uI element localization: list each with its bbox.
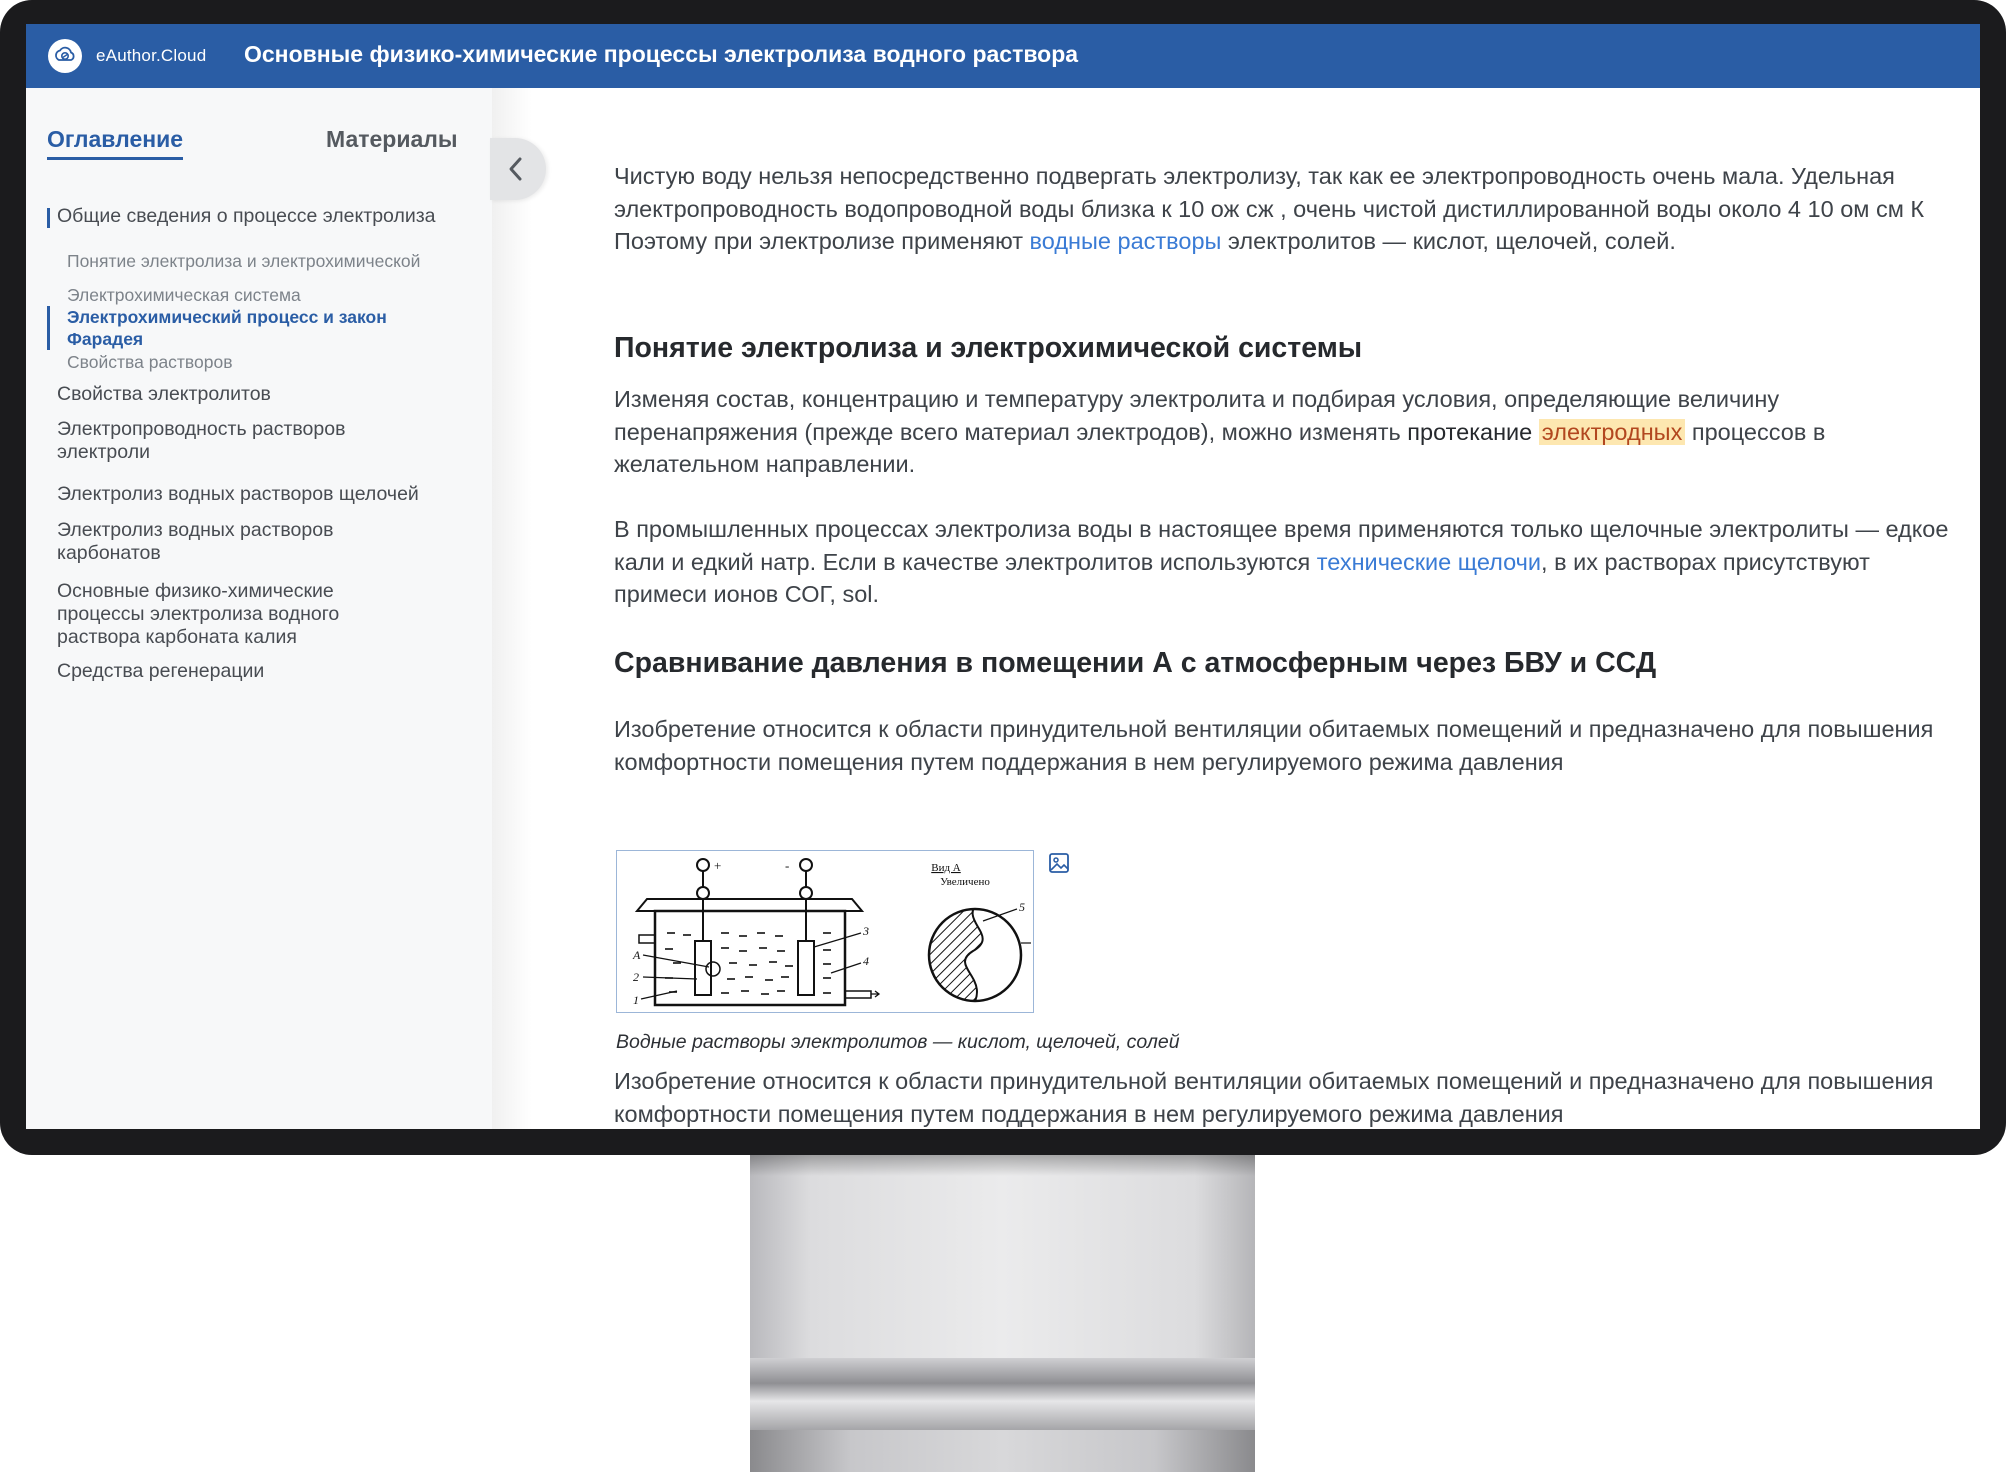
figure-caption: Водные растворы электролитов — кислот, щелочей, солей: [616, 1031, 1180, 1053]
paragraph-text: Изменяя состав, концентрацию и температуру электролита и подбирая условия, определяющие величину перенапряжения (прежде всего материал электродов), можно изменять: [614, 386, 1780, 445]
paragraph: Изобретение относится к области принудительной вентиляции обитаемых помещений и предназначено для повышения комфортности помещения путем поддержания в нем регулируемого режима давления: [614, 1068, 1934, 1127]
terminal-minus-label: -: [785, 858, 790, 873]
paragraph-text: Чистую воду нельзя непосредственно подвергать электролизу, так как ее электропроводность очень мала. Удельная электропроводность водопроводной воды близка к 10 ож сж , очень чистой дистиллированной воды около 4 10 ом см К Поэтому при электролизе применяют: [614, 163, 1925, 254]
highlighted-term[interactable]: электродных: [1539, 419, 1686, 445]
paragraph-text: В промышленных процессах электролиза воды в настоящее время применяются только щелочные электролиты — едкое кали и едкий натр. Если в качестве электролитов используются: [614, 516, 1949, 575]
tab-contents[interactable]: Оглавление: [47, 126, 183, 160]
label-5: 5: [1019, 900, 1025, 914]
toc-item-conductivity[interactable]: Электропроводность растворов электроли: [57, 418, 346, 463]
link-technical-alkali[interactable]: технические щелочи: [1316, 548, 1542, 575]
paragraph-text: протекание: [1407, 418, 1533, 445]
paragraph-text: электролитов — кислот, щелочей, солей.: [1221, 228, 1676, 254]
sidebar-shadow: [492, 88, 532, 1129]
toc-item-alkali-electrolysis[interactable]: Электролиз водных растворов щелочей: [57, 483, 419, 505]
paragraph-text: процессов в желательном направлении.: [614, 418, 1826, 477]
section-heading: Сравнивание давления в помещении А с атмосферным через БВУ и ССД: [614, 647, 1657, 679]
toc-subitem-electrolysis-concept[interactable]: Понятие электролиза и электрохимической: [67, 251, 421, 271]
view-subtitle: Увеличено: [940, 876, 990, 888]
label-A: A: [633, 948, 641, 962]
toc-item-carbonate-electrolysis[interactable]: Электролиз водных растворов карбонатов: [57, 519, 334, 564]
toc-item-general[interactable]: Общие сведения о процессе электролиза: [57, 205, 436, 227]
chevron-left-icon: [506, 156, 526, 182]
paragraph-text: , в их растворах присутствуют примеси ионов СОГ, sol.: [614, 548, 1870, 607]
eauthor-logo-icon[interactable]: [48, 39, 82, 73]
sidebar: [26, 88, 492, 1129]
image-icon[interactable]: [1048, 852, 1070, 874]
toc-subitem-solution-properties[interactable]: Свойства растворов: [67, 352, 233, 372]
collapse-sidebar-button[interactable]: [490, 138, 546, 200]
label-3: 3: [863, 924, 869, 938]
paragraph: [614, 513, 1964, 611]
label-2: 2: [633, 970, 639, 984]
brand-name[interactable]: eAuthor.Cloud: [96, 46, 207, 65]
toc-active-marker: [47, 306, 50, 350]
paragraph: [614, 160, 1964, 258]
link-aqueous-solutions[interactable]: водные растворы: [1029, 228, 1222, 254]
section-heading: Понятие электролиза и электрохимической системы: [614, 332, 1363, 364]
screen: [26, 24, 1980, 1129]
document-title: Основные физико-химические процессы электролиза водного раствора: [244, 41, 1079, 67]
monitor-stand: [750, 1150, 1255, 1430]
label-4: 4: [863, 954, 869, 968]
toc-subitem-faraday-law[interactable]: Электрохимический процесс и закон Фарадея: [67, 307, 387, 349]
electrolyzer-diagram[interactable]: [616, 850, 1034, 1013]
terminal-plus-label: +: [714, 858, 722, 873]
tab-materials[interactable]: Материалы: [326, 126, 458, 152]
paragraph: Изобретение относится к области принудительной вентиляции обитаемых помещений и предназначено для повышения комфортности помещения путем поддержания в нем регулируемого режима давления: [614, 716, 1934, 775]
label-1: 1: [633, 993, 639, 1007]
toc-item-potassium-carbonate[interactable]: Основные физико-химические процессы электролиза водного раствора карбоната калия: [57, 580, 340, 648]
toc-item-regeneration[interactable]: Средства регенерации: [57, 660, 265, 682]
toc-active-marker: [47, 208, 50, 228]
paragraph: [614, 383, 1964, 481]
app-header: [26, 24, 1980, 88]
toc-item-electrolyte-properties[interactable]: Свойства электролитов: [57, 383, 271, 405]
view-title: Вид А: [931, 862, 961, 874]
monitor-stand-base: [750, 1430, 1255, 1472]
toc-subitem-electrochemical-system[interactable]: Электрохимическая система: [67, 285, 301, 305]
